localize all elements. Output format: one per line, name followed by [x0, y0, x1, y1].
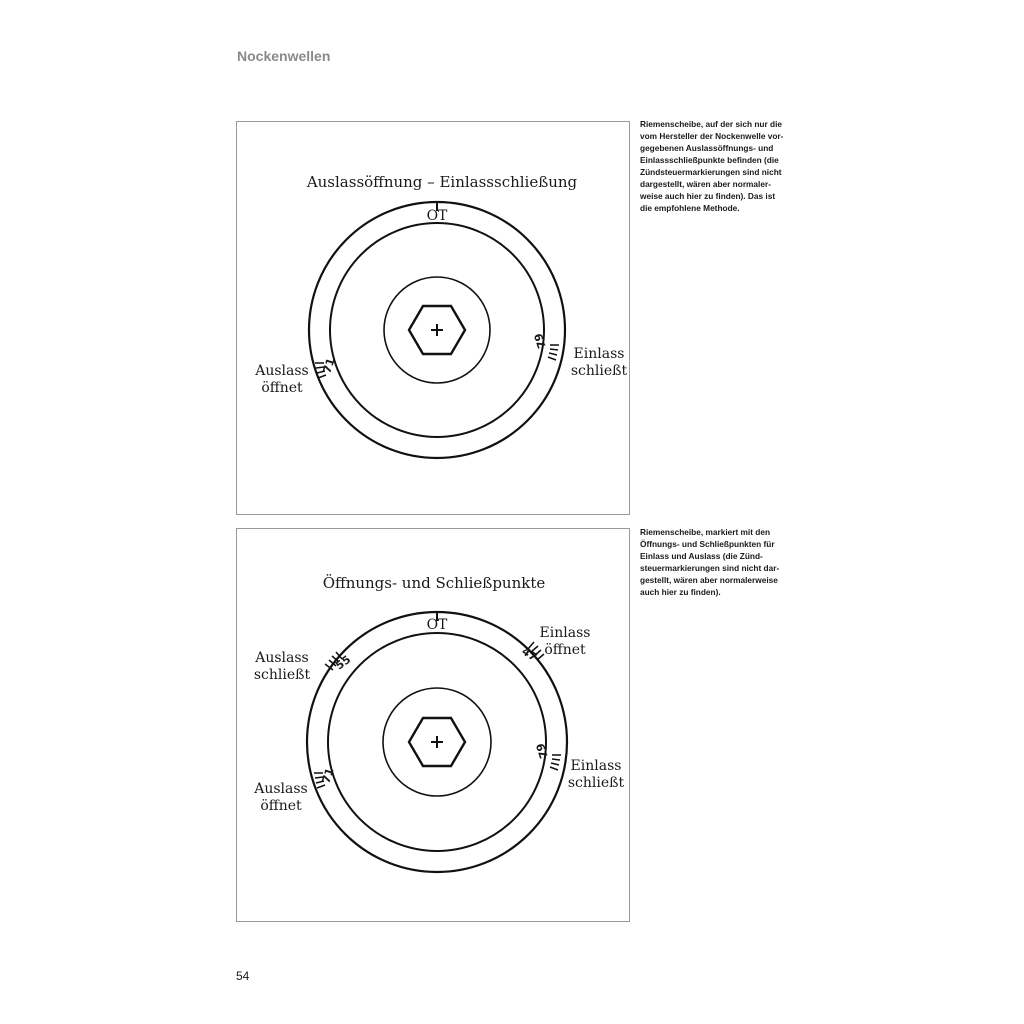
svg-text:schließt: schließt — [253, 667, 311, 683]
timing-mark-79 — [532, 332, 559, 360]
label-intake-closes — [568, 758, 625, 791]
tdc-label: OT — [426, 208, 448, 224]
figure-caption-2: Riemenscheibe, markiert mit den Öffnungs- und Schließpunkten für Einlass und Auslass (die Zünd- steuermarkierungen sind nicht dar- gestellt, wären aber normalerweise auch hier zu finden). — [640, 527, 780, 597]
svg-text:öffnet: öffnet — [544, 642, 586, 658]
center-cross-icon — [431, 736, 443, 748]
timing-mark-number: 79 — [531, 331, 549, 351]
svg-text:Auslass: Auslass — [255, 650, 309, 666]
timing-mark-71 — [315, 356, 338, 378]
label-intake-opens — [540, 625, 591, 658]
pulley-diagram-1 — [237, 122, 631, 516]
svg-text:Einlass: Einlass — [570, 758, 622, 774]
timing-mark-79 — [534, 742, 561, 770]
timing-mark-number: 79 — [533, 741, 551, 761]
figure-caption-1: Riemenscheibe, auf der sich nur die vom Hersteller der Nockenwelle vor- gegebenen Auslassöffnungs- und Einlassschließpunkte befinden (die Zündsteuermarkierungen sind nicht dargestellt, wären aber normaler- weise auch hier zu finden). Das ist die empfohlene Methode. — [640, 119, 784, 213]
diagram-title: Öffnungs- und Schließpunkte — [322, 574, 546, 592]
diagram-title: Auslassöffnung – Einlassschließung — [306, 173, 578, 191]
center-cross-icon — [431, 324, 443, 336]
page-header: Nockenwellen — [237, 48, 331, 64]
svg-text:Einlass: Einlass — [573, 346, 625, 362]
label-exhaust-opens — [254, 363, 309, 396]
pulley-diagram-2 — [237, 529, 631, 923]
label-intake-closes — [571, 346, 628, 379]
svg-text:öffnet: öffnet — [261, 380, 303, 396]
label-exhaust-opens — [253, 781, 308, 814]
svg-text:Einlass: Einlass — [539, 625, 591, 641]
timing-mark-71 — [314, 766, 337, 788]
timing-mark-number: 71 — [320, 356, 338, 375]
page-number: 54 — [236, 969, 250, 983]
timing-mark-number: 55 — [333, 652, 354, 673]
timing-mark-number: 47 — [519, 644, 540, 665]
tdc-label: OT — [426, 617, 448, 633]
svg-text:schließt: schließt — [570, 363, 628, 379]
svg-text:öffnet: öffnet — [260, 798, 302, 814]
figure-pulley-exhaust-intake — [236, 121, 630, 515]
svg-text:schließt: schließt — [567, 775, 625, 791]
label-exhaust-closes — [254, 650, 311, 683]
figure-pulley-all-points — [236, 528, 630, 922]
svg-text:Auslass: Auslass — [255, 363, 309, 379]
timing-mark-number: 71 — [319, 766, 337, 785]
svg-text:Auslass: Auslass — [254, 781, 308, 797]
